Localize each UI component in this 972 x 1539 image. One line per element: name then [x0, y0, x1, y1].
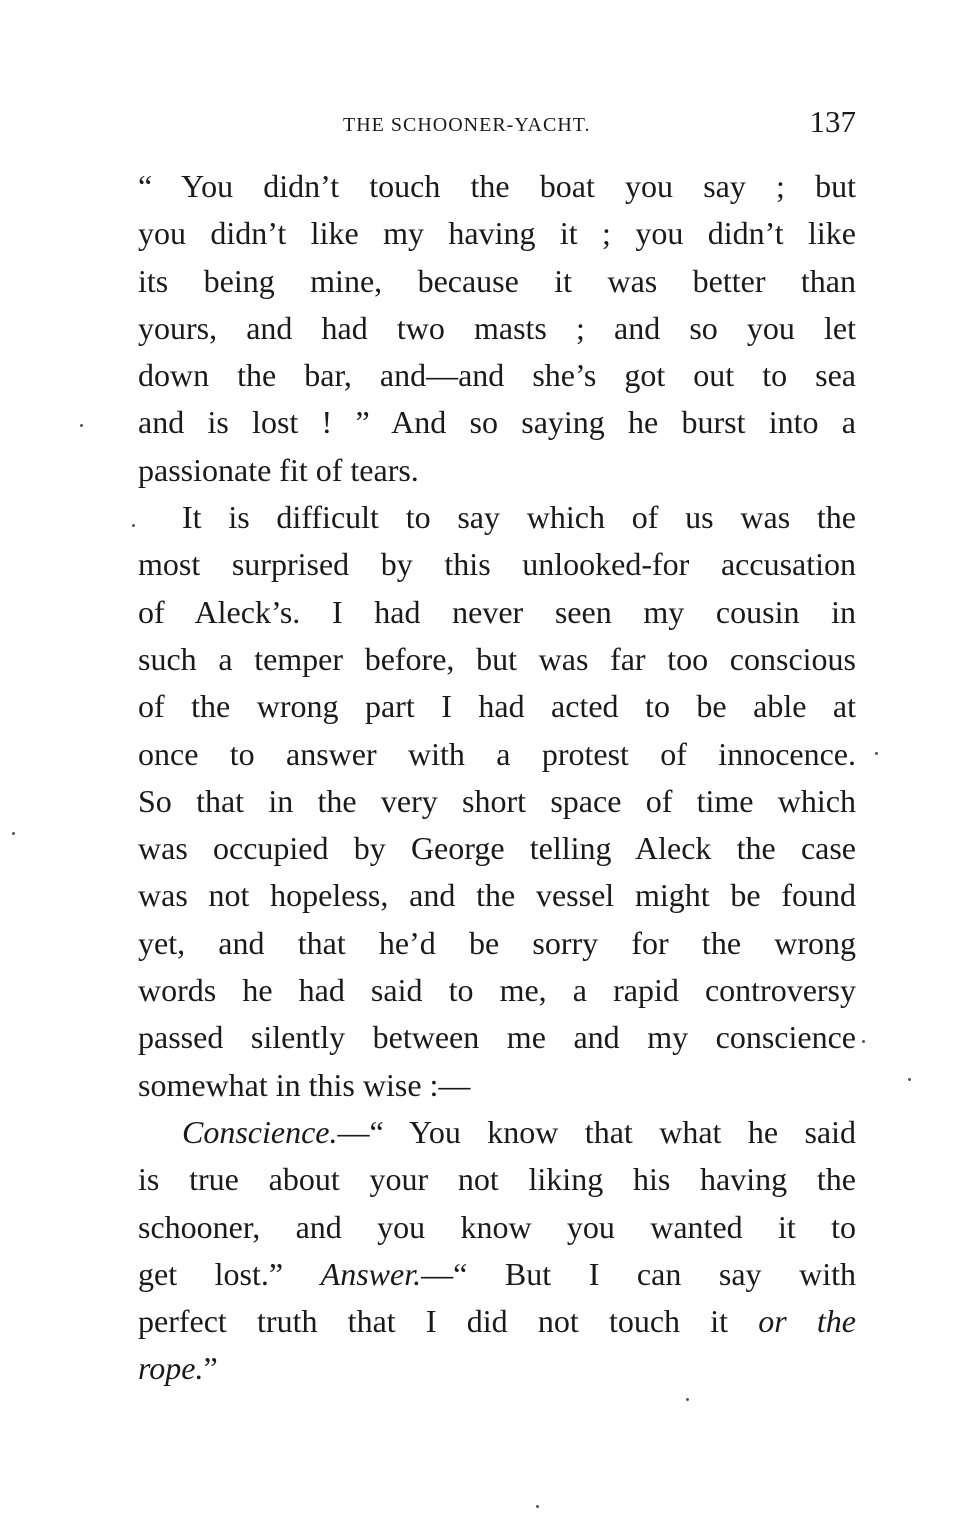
text-run: get lost.”: [138, 1255, 321, 1292]
text-run: perfect truth that I did not touch it: [138, 1303, 759, 1340]
scan-speck: [875, 752, 878, 755]
text-line: such a temper before, but was far too conscious: [138, 640, 856, 677]
page-header: [138, 104, 858, 144]
text-line: of Aleck’s. I had never seen my cousin in: [138, 593, 856, 630]
text-line: and is lost ! ” And so saying he burst into a: [138, 404, 856, 441]
emphasis: rope.: [138, 1350, 204, 1387]
scan-speck: [862, 1040, 865, 1043]
text-line: [138, 1298, 856, 1345]
scan-speck: [12, 832, 15, 835]
text-line: was occupied by George telling Aleck the case: [138, 830, 856, 867]
text-line: It is difficult to say which of us was the: [182, 499, 856, 536]
emphasis: or the: [758, 1303, 857, 1340]
text-line: down the bar, and—and she’s got out to sea: [138, 357, 856, 394]
text-line: you didn’t like my having it ; you didn’t like: [138, 215, 856, 252]
text-line: So that in the very short space of time which: [138, 782, 856, 819]
scan-speck: [80, 424, 83, 427]
text-line: most surprised by this unlooked-for accusation: [138, 546, 856, 583]
text-line: [138, 1109, 856, 1156]
scan-speck: [908, 1078, 911, 1081]
paragraph-3: [138, 1109, 856, 1393]
text-line: words he had said to me, a rapid controversy: [138, 972, 856, 1009]
text-line: passionate fit of tears.: [138, 451, 419, 488]
text-run: ”: [203, 1350, 218, 1387]
text-line: somewhat in this wise :—: [138, 1066, 471, 1103]
text-line: of the wrong part I had acted to be able at: [138, 688, 856, 725]
text-line: yours, and had two masts ; and so you let: [138, 309, 856, 346]
text-line: yet, and that he’d be sorry for the wrong: [138, 924, 856, 961]
page-number: 137: [809, 104, 856, 139]
speaker-label: Conscience.: [182, 1113, 338, 1150]
speaker-label: Answer.: [320, 1255, 422, 1292]
text-line: schooner, and you know you wanted it to: [138, 1208, 856, 1245]
body-text: [138, 163, 856, 1393]
text-line: was not hopeless, and the vessel might be found: [138, 877, 856, 914]
text-line: [138, 1251, 856, 1298]
scan-speck: [686, 1398, 689, 1401]
text-line: its being mine, because it was better than: [138, 262, 856, 299]
paragraph-1: [138, 163, 856, 494]
text-line: is true about your not liking his having the: [138, 1161, 856, 1198]
text-run: —“ But I can say with: [421, 1255, 857, 1292]
scan-speck: [132, 524, 135, 527]
text-line: once to answer with a protest of innocence.: [138, 735, 856, 772]
text-run: —“ You know that what he said: [337, 1113, 856, 1150]
text-line: passed silently between me and my conscience: [138, 1019, 856, 1056]
text-line: [138, 1345, 856, 1392]
paragraph-2: [138, 494, 856, 1109]
text-line: “ You didn’t touch the boat you say ; but: [138, 168, 856, 204]
running-title: THE SCHOONER-YACHT.: [343, 114, 591, 136]
scan-speck: [536, 1505, 539, 1508]
